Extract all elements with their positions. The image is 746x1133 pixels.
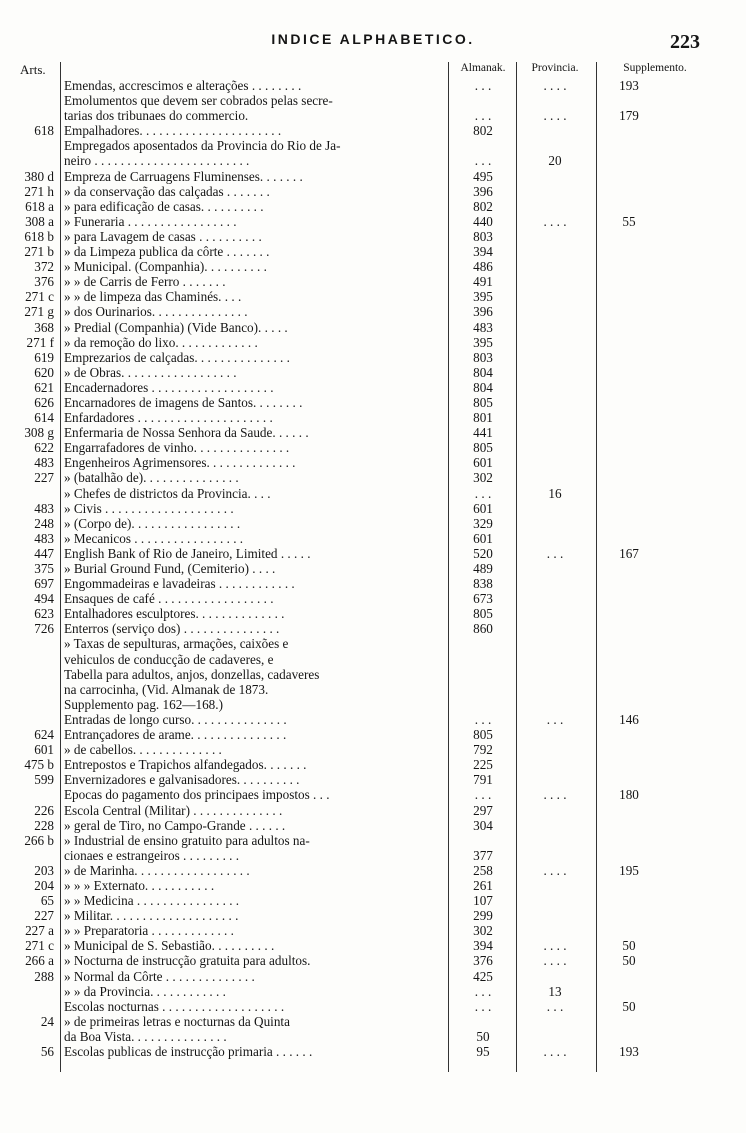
article-number: 266 a (25, 953, 54, 969)
almanak-page: 673 (473, 591, 493, 607)
supplemento-page: 180 (619, 787, 639, 803)
almanak-page: 791 (473, 772, 493, 788)
entry-text: Encadernadores . . . . . . . . . . . . . . . . . . . (64, 379, 274, 395)
entry-text: » Normal da Côrte . . . . . . . . . . . . . . (64, 968, 255, 984)
index-row (0, 470, 746, 485)
article-number: 248 (34, 515, 54, 531)
supplemento-page: 193 (619, 1044, 639, 1059)
provincia-page: . . . . (543, 787, 567, 803)
article-number: 368 (34, 319, 54, 335)
almanak-page: 520 (473, 545, 493, 561)
article-number: 271 c (25, 289, 54, 305)
entry-text: » » de Carris de Ferro . . . . . . . (64, 274, 226, 290)
article-number: 620 (34, 364, 54, 380)
entry-text: » Industrial de ensino gratuito para adultos na- (64, 832, 310, 848)
index-row (0, 818, 746, 833)
almanak-page: 805 (473, 727, 493, 743)
entry-text: English Bank of Rio de Janeiro, Limited . . . . . (64, 545, 311, 561)
article-number: 624 (34, 727, 54, 743)
entry-text: Entradas de longo curso. . . . . . . . . . . . . . . (64, 711, 287, 727)
almanak-page: 805 (473, 440, 493, 456)
almanak-page: 805 (473, 606, 493, 622)
almanak-page: 489 (473, 561, 493, 576)
index-row (0, 335, 746, 350)
entry-text: Entrançadores de arame. . . . . . . . . . . . . . . (64, 727, 287, 743)
entry-text: » Municipal. (Companhia). . . . . . . . . . (64, 259, 267, 275)
article-number: 447 (34, 545, 54, 561)
index-row (0, 304, 746, 319)
almanak-page: 394 (473, 938, 493, 954)
index-row (0, 395, 746, 410)
almanak-page: 50 (476, 1028, 490, 1044)
article-number: 475 b (24, 757, 54, 773)
almanak-page: 441 (473, 425, 493, 441)
entry-text: Enterros (serviço dos) . . . . . . . . . . . . . . . (64, 621, 280, 637)
provincia-page: . . . (546, 545, 564, 561)
index-row (0, 727, 746, 742)
index-row (0, 667, 746, 682)
index-table (0, 78, 746, 1059)
provincia-page: . . . (546, 998, 564, 1014)
entry-text: Escolas nocturnas . . . . . . . . . . . . . . . . . . . (64, 998, 285, 1014)
article-number: 618 (34, 123, 54, 139)
entry-text: da Boa Vista. . . . . . . . . . . . . . . (64, 1028, 227, 1044)
index-row (0, 787, 746, 802)
almanak-page: 601 (473, 500, 493, 516)
provincia-page: . . . . (543, 213, 567, 229)
almanak-page: 803 (473, 228, 493, 244)
index-row (0, 425, 746, 440)
article-number: 726 (34, 621, 54, 637)
almanak-page: 483 (473, 319, 493, 335)
entry-text: » de primeiras letras e nocturnas da Quinta (64, 1013, 290, 1029)
entry-text: » de Marinha. . . . . . . . . . . . . . . . . . (64, 862, 250, 878)
almanak-page: 302 (473, 923, 493, 939)
page-number: 223 (670, 31, 700, 53)
entry-text: Enfermaria de Nossa Senhora da Saude. . . . . . (64, 425, 309, 441)
index-row (0, 365, 746, 380)
article-number: 308 g (24, 425, 54, 441)
index-row (0, 274, 746, 289)
index-row (0, 833, 746, 848)
index-row (0, 606, 746, 621)
article-number: 266 b (24, 832, 54, 848)
article-number: 271 c (25, 938, 54, 954)
article-number: 697 (34, 576, 54, 592)
almanak-page: . . . (474, 153, 492, 169)
article-number: 623 (34, 606, 54, 622)
index-row (0, 712, 746, 727)
entry-text: Escola Central (Militar) . . . . . . . . . . . . . . (64, 802, 283, 818)
entry-text: Empalhadores. . . . . . . . . . . . . . . . . . . . . . (64, 123, 282, 139)
entry-text: » Burial Ground Fund, (Cemiterio) . . . . (64, 561, 276, 576)
article-number: 271 g (24, 304, 54, 320)
article-number: 614 (34, 410, 54, 426)
index-row (0, 561, 746, 576)
entry-text: Tabella para adultos, anjos, donzellas, cadaveres (64, 666, 320, 682)
almanak-page: 261 (473, 877, 493, 893)
index-row (0, 455, 746, 470)
index-row (0, 893, 746, 908)
almanak-page: 395 (473, 334, 493, 350)
almanak-page: 95 (476, 1044, 490, 1059)
almanak-page: 805 (473, 394, 493, 410)
article-number: 626 (34, 394, 54, 410)
entry-text: Enfardadores . . . . . . . . . . . . . . . . . . . . . (64, 410, 273, 426)
entry-text: » dos Ourinarios. . . . . . . . . . . . . . . (64, 304, 248, 320)
article-number: 618 b (24, 228, 54, 244)
article-number: 227 (34, 470, 54, 486)
article-number: 483 (34, 530, 54, 546)
supplemento-page: 50 (622, 953, 636, 969)
article-number: 203 (34, 862, 54, 878)
article-number: 228 (34, 817, 54, 833)
index-row (0, 93, 746, 108)
article-number: 372 (34, 259, 54, 275)
article-number: 376 (34, 274, 54, 290)
article-number: 380 d (24, 168, 54, 184)
index-row (0, 697, 746, 712)
entry-text: Supplemento pag. 162—168.) (64, 696, 223, 712)
almanak-page: 225 (473, 757, 493, 773)
entry-text: Encarnadores de imagens de Santos. . . . . . . . (64, 394, 303, 410)
entry-text: » para Lavagem de casas . . . . . . . . . . (64, 228, 262, 244)
index-row (0, 757, 746, 772)
article-number: 271 f (26, 334, 54, 350)
index-row (0, 531, 746, 546)
entry-text: Escolas publicas de instrucção primaria . . . . . . (64, 1044, 313, 1059)
entry-text: » Funeraria . . . . . . . . . . . . . . . . . (64, 213, 237, 229)
article-number: 375 (34, 561, 54, 576)
supplemento-page: 167 (619, 545, 639, 561)
entry-text: » (Corpo de). . . . . . . . . . . . . . . . . (64, 515, 241, 531)
almanak-page: 860 (473, 621, 493, 637)
article-number: 204 (34, 877, 54, 893)
entry-text: Engarrafadores de vinho. . . . . . . . . . . . . . . (64, 440, 290, 456)
article-number: 618 a (25, 198, 54, 214)
entry-text: » » Preparatoria . . . . . . . . . . . . . (64, 923, 234, 939)
almanak-page: 802 (473, 123, 493, 139)
provincia-page: . . . . (543, 108, 567, 124)
index-row (0, 1029, 746, 1044)
index-row (0, 199, 746, 214)
article-number: 621 (34, 379, 54, 395)
entry-text: » geral de Tiro, no Campo-Grande . . . . . . (64, 817, 286, 833)
entry-text: Engenheiros Agrimensores. . . . . . . . . . . . . . (64, 455, 296, 471)
almanak-page: 495 (473, 168, 493, 184)
entry-text: Ensaques de café . . . . . . . . . . . . . . . . . . (64, 591, 274, 607)
article-number: 226 (34, 802, 54, 818)
index-row (0, 953, 746, 968)
entry-text: na carrocinha, (Vid. Almanak de 1873. (64, 681, 269, 697)
index-row (0, 289, 746, 304)
supplemento-page: 55 (622, 213, 636, 229)
almanak-page: 396 (473, 304, 493, 320)
supplemento-page: 193 (619, 78, 639, 93)
almanak-page: 396 (473, 183, 493, 199)
provincia-page: 20 (548, 153, 562, 169)
almanak-page: 297 (473, 802, 493, 818)
index-row (0, 486, 746, 501)
index-row (0, 878, 746, 893)
index-row (0, 1044, 746, 1059)
almanak-page: 491 (473, 274, 493, 290)
entry-text: Emendas, accrescimos e alterações . . . . . . . . (64, 78, 302, 93)
entry-text: cionaes e estrangeiros . . . . . . . . . (64, 847, 240, 863)
index-row (0, 440, 746, 455)
almanak-page: . . . (474, 983, 492, 999)
article-number: 65 (40, 893, 54, 909)
provincia-page: 16 (548, 485, 562, 501)
index-row (0, 863, 746, 878)
entry-text: Entalhadores esculptores. . . . . . . . . . . . . . (64, 606, 285, 622)
header-supplemento: Supplemento. (623, 62, 687, 74)
article-number: 619 (34, 349, 54, 365)
article-number: 227 a (25, 923, 54, 939)
almanak-page: 486 (473, 259, 493, 275)
index-row (0, 214, 746, 229)
index-row (0, 78, 746, 93)
index-row (0, 546, 746, 561)
index-row (0, 153, 746, 168)
entry-text: » para edificação de casas. . . . . . . . . . (64, 198, 264, 214)
index-row (0, 652, 746, 667)
entry-text: Emolumentos que devem ser cobrados pelas secre- (64, 93, 333, 109)
supplemento-page: 179 (619, 108, 639, 124)
article-number: 24 (40, 1013, 54, 1029)
almanak-page: . . . (474, 485, 492, 501)
supplemento-page: 195 (619, 862, 639, 878)
entry-text: » Predial (Companhia) (Vide Banco). . . . . (64, 319, 288, 335)
almanak-page: 258 (473, 862, 493, 878)
almanak-page: 801 (473, 410, 493, 426)
entry-text: Empreza de Carruagens Fluminenses. . . . . . . (64, 168, 303, 184)
almanak-page: 302 (473, 470, 493, 486)
entry-text: » da remoção do lixo. . . . . . . . . . . . . (64, 334, 258, 350)
entry-text: » de cabellos. . . . . . . . . . . . . . (64, 742, 222, 758)
index-row (0, 969, 746, 984)
article-number: 483 (34, 455, 54, 471)
almanak-page: 329 (473, 515, 493, 531)
provincia-page: . . . . (543, 938, 567, 954)
entry-text: » Civis . . . . . . . . . . . . . . . . . . . . (64, 500, 234, 516)
almanak-page: 376 (473, 953, 493, 969)
entry-text: » Mecanicos . . . . . . . . . . . . . . . . . (64, 530, 244, 546)
almanak-page: . . . (474, 998, 492, 1014)
entry-text: » da Limpeza publica da côrte . . . . . . . (64, 244, 270, 260)
provincia-page: . . . (546, 711, 564, 727)
almanak-page: . . . (474, 108, 492, 124)
entry-text: neiro . . . . . . . . . . . . . . . . . . . . . . . . (64, 153, 250, 169)
index-row (0, 848, 746, 863)
index-row (0, 938, 746, 953)
supplemento-page: 50 (622, 998, 636, 1014)
index-row (0, 350, 746, 365)
entry-text: Entrepostos e Trapichos alfandegados. . . . . . . (64, 757, 307, 773)
article-number: 622 (34, 440, 54, 456)
almanak-page: 802 (473, 198, 493, 214)
article-number: 271 h (24, 183, 54, 199)
index-row (0, 108, 746, 123)
entry-text: Engommadeiras e lavadeiras . . . . . . . . . . . . (64, 576, 295, 592)
provincia-page: 13 (548, 983, 562, 999)
entry-text: » » de limpeza das Chaminés. . . . (64, 289, 242, 305)
index-row (0, 138, 746, 153)
header-provincia: Provincia. (531, 62, 579, 74)
entry-text: » Chefes de districtos da Provincia. . . . (64, 485, 271, 501)
article-number: 288 (34, 968, 54, 984)
entry-text: » da conservação das calçadas . . . . . . . (64, 183, 270, 199)
almanak-page: 395 (473, 289, 493, 305)
article-number: 227 (34, 908, 54, 924)
index-row (0, 410, 746, 425)
almanak-page: 304 (473, 817, 493, 833)
article-number: 483 (34, 500, 54, 516)
entry-text: vehiculos de conducção de cadaveres, e (64, 651, 274, 667)
almanak-page: . . . (474, 78, 492, 93)
index-row (0, 908, 746, 923)
index-row (0, 923, 746, 938)
entry-text: tarias dos tribunaes do commercio. (64, 108, 249, 124)
almanak-page: 425 (473, 968, 493, 984)
entry-text: Empregados aposentados da Provincia do Rio de Ja- (64, 138, 341, 154)
entry-text: Emprezarios de calçadas. . . . . . . . . . . . . . . (64, 349, 290, 365)
index-row (0, 803, 746, 818)
entry-text: » Militar. . . . . . . . . . . . . . . . . . . . (64, 908, 239, 924)
index-row (0, 772, 746, 787)
index-row (0, 621, 746, 636)
almanak-page: 804 (473, 364, 493, 380)
index-row (0, 380, 746, 395)
almanak-page: 804 (473, 379, 493, 395)
index-row (0, 320, 746, 335)
index-row (0, 169, 746, 184)
entry-text: » » da Provincia. . . . . . . . . . . . (64, 983, 226, 999)
header-almanak: Almanak. (460, 62, 506, 74)
almanak-page: 377 (473, 847, 493, 863)
index-row (0, 576, 746, 591)
almanak-page: 107 (473, 893, 493, 909)
article-number: 56 (40, 1044, 54, 1059)
entry-text: Envernizadores e galvanisadores. . . . . . . . . . (64, 772, 300, 788)
supplemento-page: 146 (619, 711, 639, 727)
provincia-page: . . . . (543, 78, 567, 93)
provincia-page: . . . . (543, 953, 567, 969)
almanak-page: . . . (474, 711, 492, 727)
article-number: 271 b (24, 244, 54, 260)
almanak-page: 838 (473, 576, 493, 592)
entry-text: » Taxas de sepulturas, armações, caixões e (64, 636, 289, 652)
provincia-page: . . . . (543, 1044, 567, 1059)
index-row (0, 244, 746, 259)
index-row (0, 984, 746, 999)
index-row (0, 259, 746, 274)
index-row (0, 682, 746, 697)
article-number: 308 a (25, 213, 54, 229)
index-row (0, 516, 746, 531)
supplemento-page: 50 (622, 938, 636, 954)
index-row (0, 123, 746, 138)
index-row (0, 184, 746, 199)
entry-text: Epocas do pagamento dos principaes impostos . . . (64, 787, 330, 803)
article-number: 494 (34, 591, 54, 607)
index-row (0, 636, 746, 651)
index-row (0, 501, 746, 516)
almanak-page: 394 (473, 244, 493, 260)
header-arts: Arts. (20, 62, 46, 77)
entry-text: » » Medicina . . . . . . . . . . . . . . . . (64, 893, 240, 909)
entry-text: » (batalhão de). . . . . . . . . . . . . . . (64, 470, 239, 486)
almanak-page: 601 (473, 455, 493, 471)
index-row (0, 1014, 746, 1029)
index-row (0, 229, 746, 244)
entry-text: » » » Externato. . . . . . . . . . . (64, 877, 215, 893)
entry-text: » de Obras. . . . . . . . . . . . . . . . . . (64, 364, 237, 380)
almanak-page: . . . (474, 787, 492, 803)
page-title: INDICE ALPHABETICO. (271, 31, 475, 47)
almanak-page: 803 (473, 349, 493, 365)
article-number: 601 (34, 742, 54, 758)
entry-text: » Municipal de S. Sebastião. . . . . . . . . . (64, 938, 275, 954)
almanak-page: 440 (473, 213, 493, 229)
almanak-page: 601 (473, 530, 493, 546)
provincia-page: . . . . (543, 862, 567, 878)
index-row (0, 999, 746, 1014)
article-number: 599 (34, 772, 54, 788)
entry-text: » Nocturna de instrucção gratuita para adultos. (64, 953, 311, 969)
almanak-page: 792 (473, 742, 493, 758)
index-row (0, 591, 746, 606)
index-row (0, 742, 746, 757)
almanak-page: 299 (473, 908, 493, 924)
